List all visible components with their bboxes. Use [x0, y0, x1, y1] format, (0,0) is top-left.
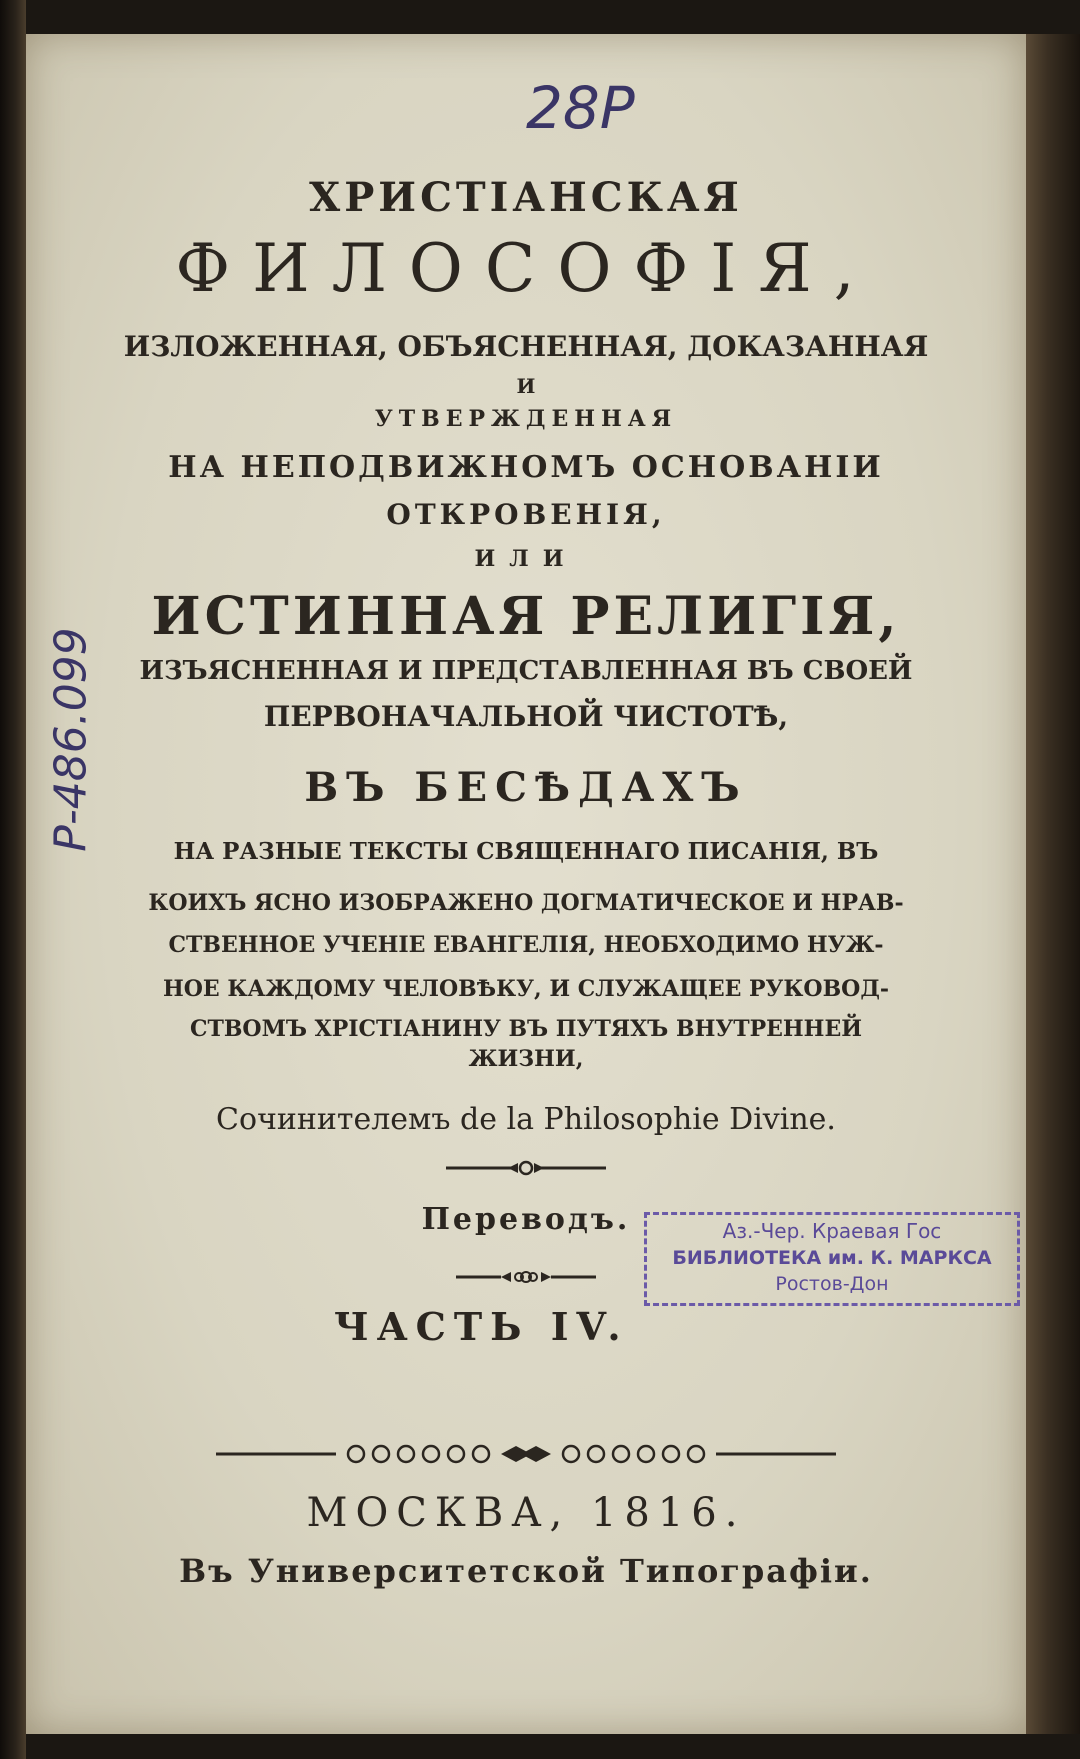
author-line: Сочинителемъ de la Philosophie Divine.	[216, 1102, 836, 1137]
subtitle-confirmed: УТВЕРЖДЕННАЯ	[374, 406, 678, 432]
imprint-city-year: МОСКВА, 1816.	[306, 1490, 746, 1536]
library-stamp	[644, 1212, 1020, 1306]
body-line-6: ЖИЗНИ,	[468, 1046, 584, 1072]
book-edge	[1026, 34, 1080, 1734]
subtitle-or: ИЛИ	[474, 546, 578, 572]
title-page	[26, 34, 1026, 1734]
subtitle-revelation: ОТКРОВЕНIЯ,	[386, 498, 666, 531]
title-line-2: ФИЛОСОФIЯ,	[175, 230, 877, 307]
subtitle-purity: ПЕРВОНАЧАЛЬНОЙ ЧИСТОТѢ,	[263, 700, 789, 733]
subtitle-line: ИЗЛОЖЕННАЯ, ОБЪЯСНЕННАЯ, ДОКАЗАННАЯ	[123, 330, 929, 363]
body-line-2: КОИХЪ ЯСНО ИЗОБРАЖЕНО ДОГМАТИЧЕСКОЕ И НРАВ-	[148, 890, 904, 916]
subtitle-foundation: НА НЕПОДВИЖНОМЪ ОСНОВАНIИ	[168, 450, 884, 485]
part-number: ЧАСТЬ IV.	[334, 1304, 629, 1349]
imprint-printer: Въ Университетской Типографiи.	[179, 1552, 873, 1590]
subtitle-explained: ИЗЪЯСНЕННАЯ И ПРЕДСТАВЛЕННАЯ ВЪ СВОЕЙ	[139, 656, 913, 686]
handwritten-inventory-number: Р-486.099	[45, 627, 97, 852]
title-line-conversations: ВЪ БЕСѢДАХЪ	[304, 764, 748, 811]
body-line-3: СТВЕННОЕ УЧЕНIЕ ЕВАНГЕЛIЯ, НЕОБХОДИМО НУЖ-	[168, 932, 884, 958]
stamp-line-1: Аз.-Чер. Краевая Гос	[722, 1219, 942, 1243]
body-line-5: СТВОМЪ ХРIСТIАНИНУ ВЪ ПУТЯХЪ ВНУТРЕННЕЙ	[189, 1016, 863, 1042]
title-line-true-religion: ИСТИННАЯ РЕЛИГIЯ,	[151, 586, 901, 647]
stamp-line-3: Ростов-Дон	[775, 1273, 889, 1295]
subtitle-conjunction: И	[516, 374, 536, 398]
body-line-4: НОЕ КАЖДОМУ ЧЕЛОВѢКУ, И СЛУЖАЩЕЕ РУКОВОД-	[162, 976, 890, 1002]
ornament-divider-1	[26, 1158, 1026, 1182]
stamp-line-2: БИБЛИОТЕКА им. К. МАРКСА	[672, 1247, 992, 1269]
book-spine-shadow	[0, 0, 26, 1759]
translation-label: Переводъ.	[421, 1202, 631, 1237]
title-line-1: ХРИСТIАНСКАЯ	[309, 174, 743, 221]
handwritten-shelfmark-top: 28Р	[526, 74, 635, 142]
ornament-rule-long	[26, 1442, 1026, 1470]
body-line-1: НА РАЗНЫЕ ТЕКСТЫ СВЯЩЕННАГО ПИСАНIЯ, ВЪ	[173, 838, 879, 865]
